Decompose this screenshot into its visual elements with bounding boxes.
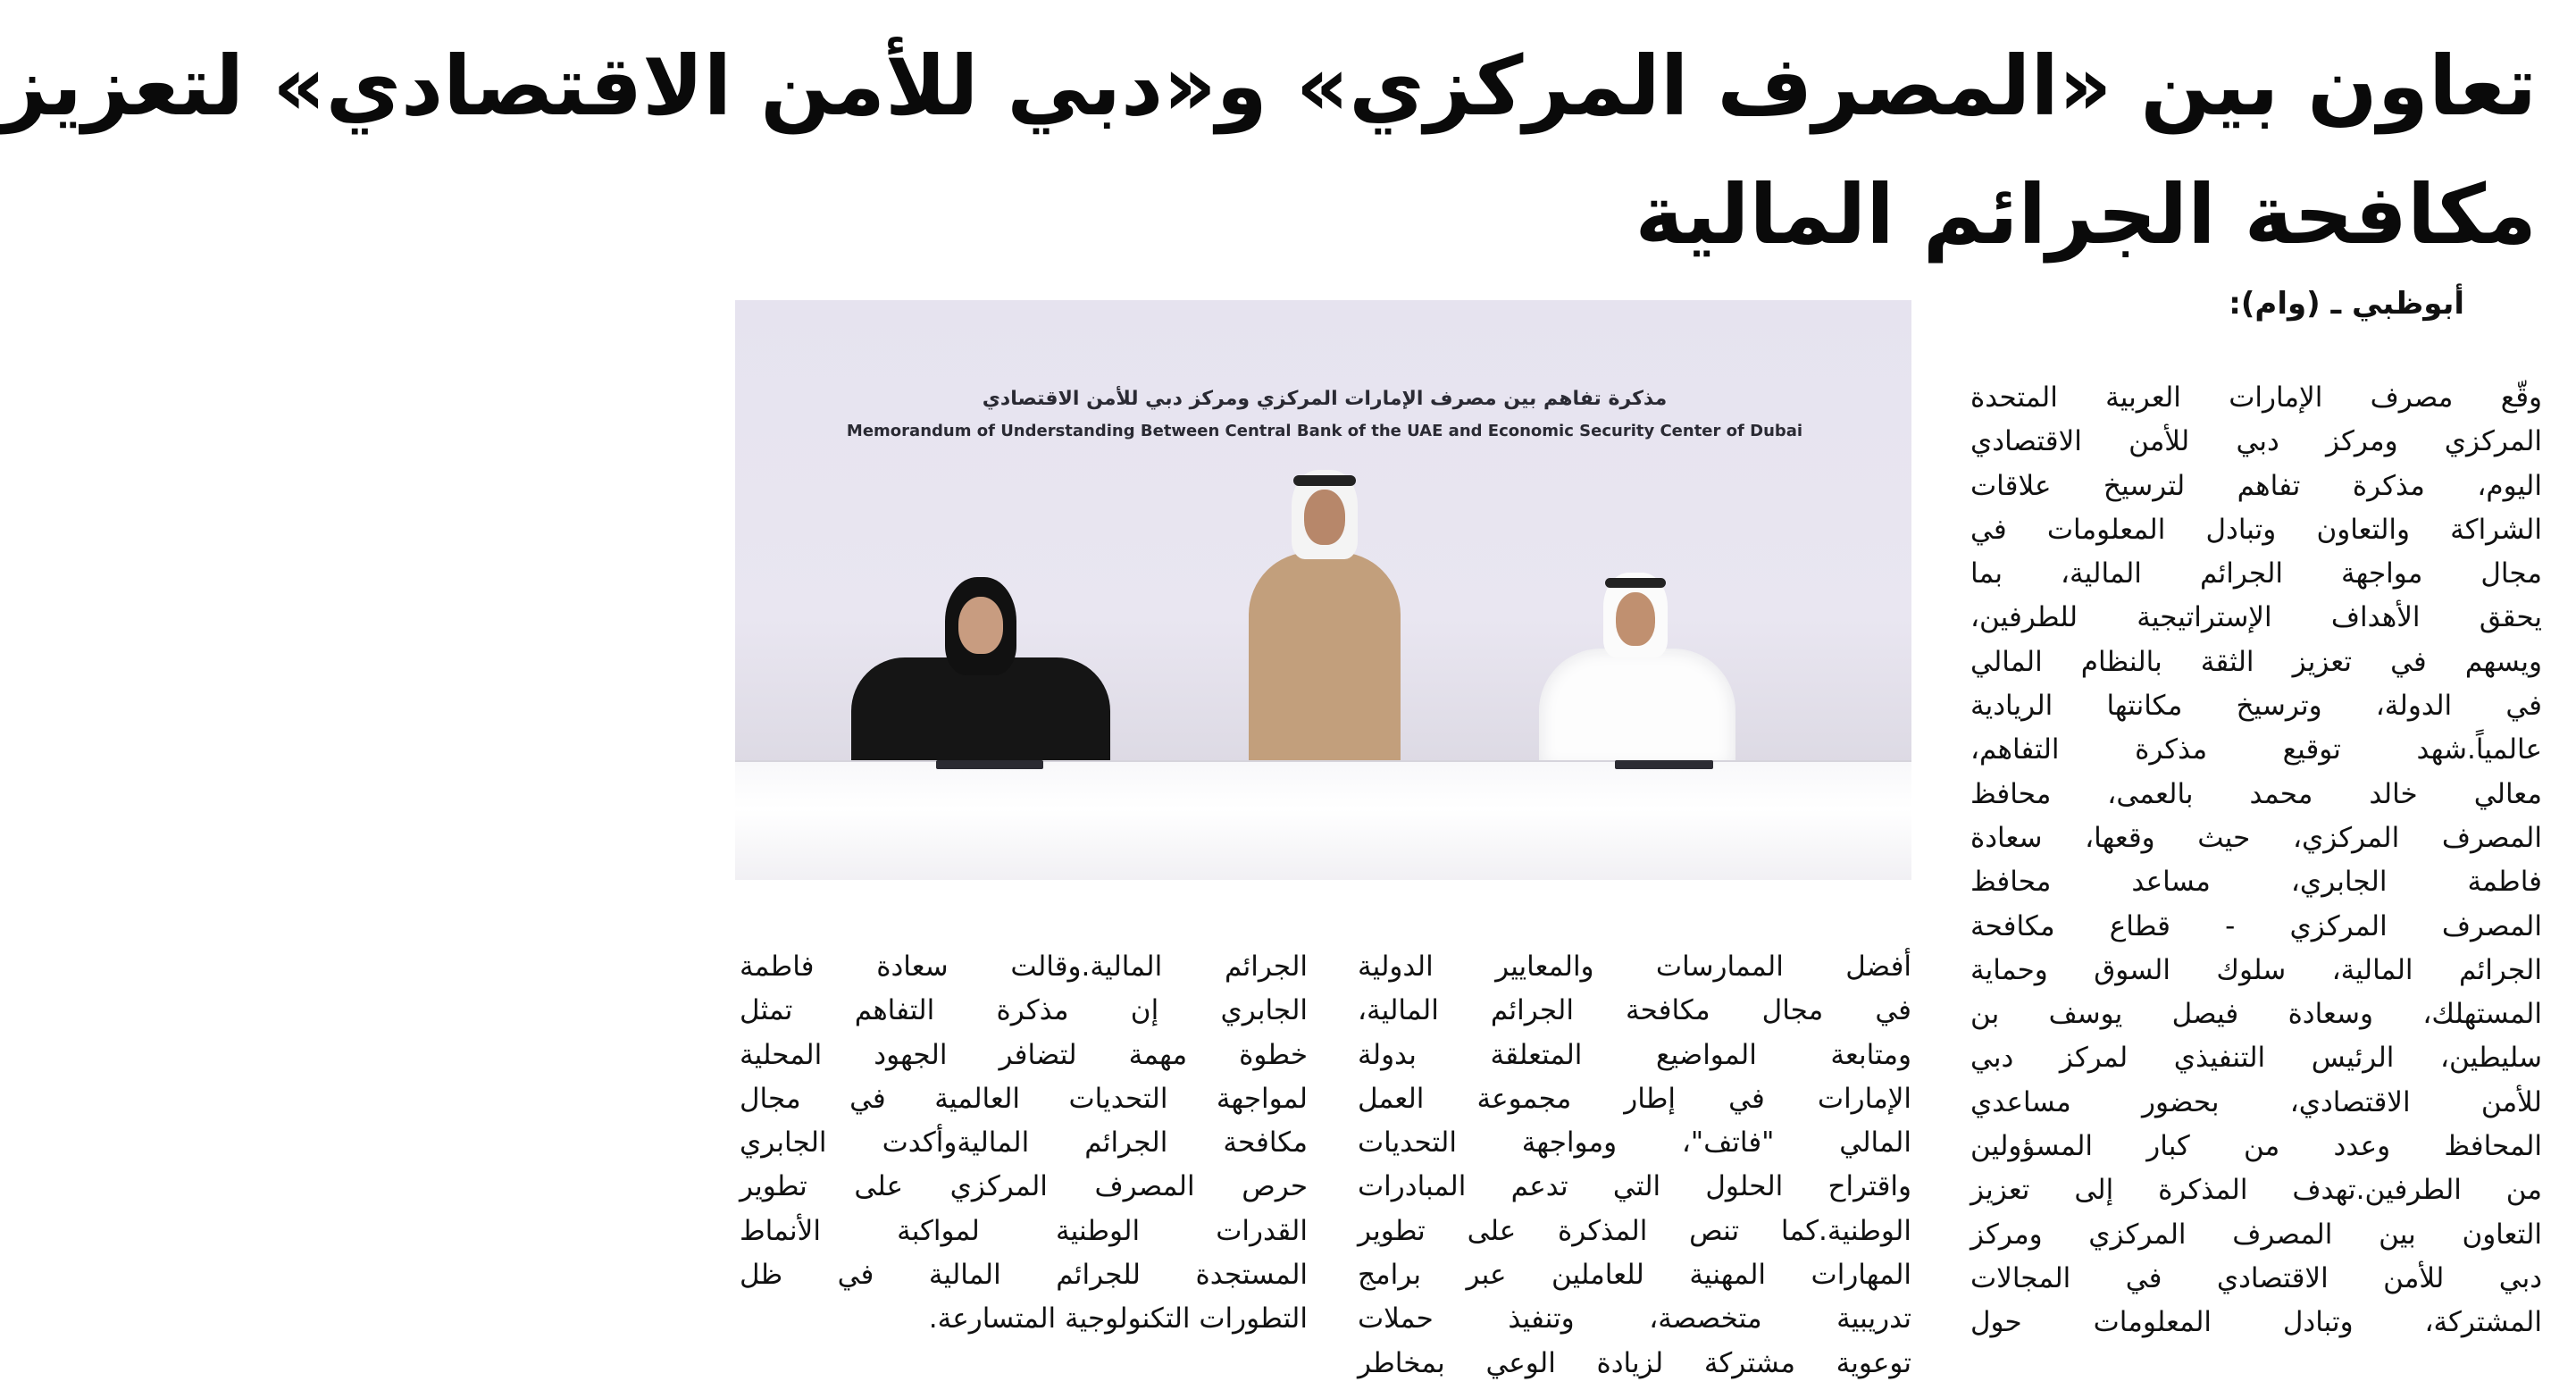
article-photo xyxy=(735,300,1911,878)
text-line: ويسهم في تعزيز الثقة بالنظام المالي xyxy=(1970,645,2542,678)
text-line: تدريبية متخصصة، وتنفيذ حملات xyxy=(1358,1302,1911,1336)
text-line: سليطين، الرئيس التنفيذي لمركز دبي xyxy=(1970,1042,2542,1075)
text-line: المالي "فاتف"، ومواجهة التحديات xyxy=(1358,1126,1911,1160)
document-folder-right xyxy=(1615,760,1713,769)
text-line: عالمياً.شهد توقيع مذكرة التفاهم، xyxy=(1970,733,2542,766)
text-line: خطوة مهمة لتضافر الجهود المحلية xyxy=(740,1038,1308,1071)
text-line: حرص المصرف المركزي على تطوير xyxy=(740,1170,1308,1203)
text-line: المهارات المهنية للعاملين عبر برامج xyxy=(1358,1259,1911,1292)
text-line: واقتراح الحلول التي تدعم المبادرات xyxy=(1358,1170,1911,1203)
text-line: القدرات الوطنية لمواكبة الأنماط xyxy=(740,1214,1308,1247)
text-line: اليوم، مذكرة تفاهم لترسيخ علاقات xyxy=(1970,469,2542,502)
text-line: المشتركة، وتبادل المعلومات حول xyxy=(1970,1306,2542,1339)
text-line: فاطمة الجابري، مساعد محافظ xyxy=(1970,866,2542,899)
text-line: المحافظ وعدد من كبار المسؤولين xyxy=(1970,1130,2542,1163)
text-line: التطورات التكنولوجية المتسارعة. xyxy=(928,1302,1308,1336)
headline-line-1: تعاون بين «المصرف المركزي» و«دبي للأمن الاقتصادي» لتعزيز xyxy=(0,38,2537,134)
text-line: أفضل الممارسات والمعايير الدولية xyxy=(1358,950,1911,983)
text-line: توعوية مشتركة لزيادة الوعي بمخاطر xyxy=(1358,1346,1911,1379)
seated-man-figure xyxy=(1539,573,1735,765)
photo-banner-english: Memorandum of Understanding Between Central Bank of the UAE and Economic Security Center of Dubai xyxy=(846,422,1803,440)
text-line: المصرف المركزي - قطاع مكافحة xyxy=(1970,909,2542,942)
text-line: من الطرفين.تهدف المذكرة إلى تعزيز xyxy=(1970,1174,2542,1207)
seated-woman-figure xyxy=(851,577,1110,774)
text-line: الشراكة والتعاون وتبادل المعلومات في xyxy=(1970,513,2542,546)
text-line: للأمن الاقتصادي، بحضور مساعدي xyxy=(1970,1085,2542,1118)
headline-line-2: مكافحة الجرائم المالية xyxy=(1635,167,2537,263)
text-line: الجابري إن مذكرة التفاهم تمثل xyxy=(740,994,1308,1027)
standing-man-figure xyxy=(1249,470,1401,765)
text-line: المستهلك، وسعادة فيصل يوسف بن xyxy=(1970,998,2542,1031)
article-column-right xyxy=(1970,376,2542,1345)
text-line: الجرائم المالية.وقالت سعادة فاطمة xyxy=(740,950,1308,983)
text-line: التعاون بين المصرف المركزي ومركز xyxy=(1970,1218,2542,1251)
text-line: مكافحة الجرائم الماليةوأكدت الجابري xyxy=(740,1126,1308,1160)
text-line: المركزي ومركز دبي للأمن الاقتصادي xyxy=(1970,425,2542,458)
text-line: الوطنية.كما تنص المذكرة على تطوير xyxy=(1358,1214,1911,1247)
article-column-middle xyxy=(1358,945,1911,1386)
text-line: يحقق الأهداف الإستراتيجية للطرفين، xyxy=(1970,601,2542,634)
text-line: لمواجهة التحديات العالمية في مجال xyxy=(740,1082,1308,1115)
text-line: معالي خالد محمد بالعمى، محافظ xyxy=(1970,777,2542,810)
signing-table xyxy=(735,760,1911,880)
text-line: وقّع مصرف الإمارات العربية المتحدة xyxy=(1970,381,2542,414)
text-line: الجرائم المالية، سلوك السوق وحماية xyxy=(1970,953,2542,986)
dateline: أبوظبي ـ (وام): xyxy=(2229,286,2464,322)
text-line: المستجدة للجرائم المالية في ظل xyxy=(740,1259,1308,1292)
text-line: الإمارات في إطار مجموعة العمل xyxy=(1358,1082,1911,1115)
text-line: دبي للأمن الاقتصادي في المجالات xyxy=(1970,1261,2542,1294)
text-line: في مجال مكافحة الجرائم المالية، xyxy=(1358,994,1911,1027)
text-line: ومتابعة المواضيع المتعلقة بدولة xyxy=(1358,1038,1911,1071)
photo-banner-arabic: مذكرة تفاهم بين مصرف الإمارات المركزي ومركز دبي للأمن الاقتصادي xyxy=(982,388,1668,410)
text-line: في الدولة، وترسيخ مكانتها الريادية xyxy=(1970,690,2542,723)
text-line: مجال مواجهة الجرائم المالية، بما xyxy=(1970,557,2542,590)
text-line: المصرف المركزي، حيث وقعها، سعادة xyxy=(1970,821,2542,854)
article-column-left xyxy=(740,945,1308,1342)
document-folder-left xyxy=(936,760,1043,769)
